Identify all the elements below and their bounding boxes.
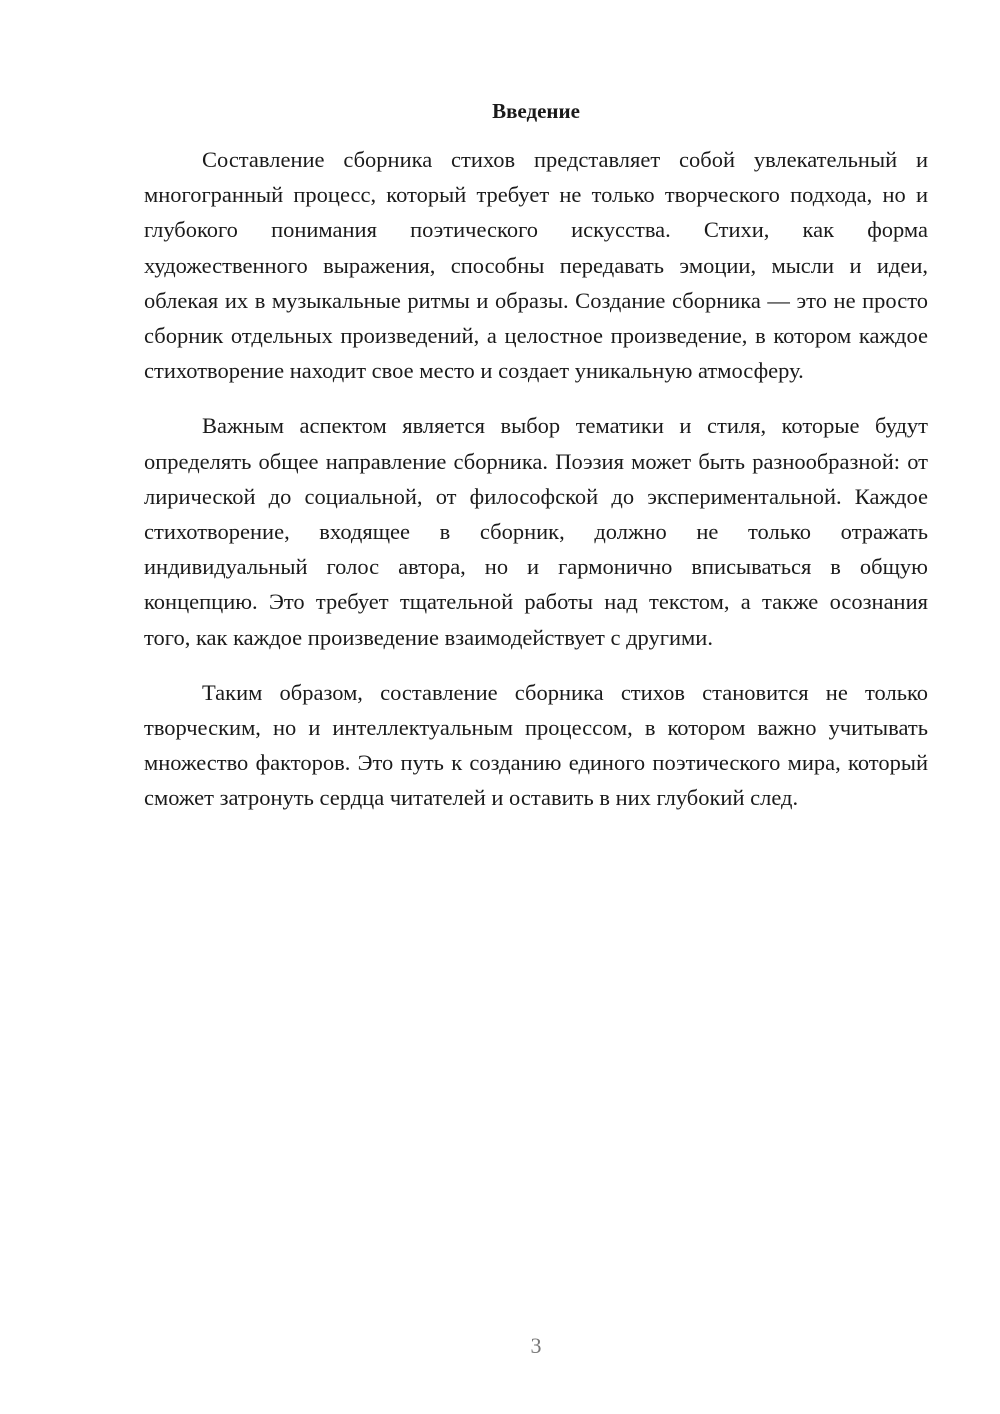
page-number: 3 <box>530 1333 542 1358</box>
body-text <box>144 142 928 836</box>
paragraph-2: Важным аспектом является выбор тематики и стиля, которые будут определять общее направление сборника. Поэзия может быть разнообразной: от лирической до социальной, от философской до экспериментальной. Каждое стихотворение, входящее в сборник, должно не только отражать индивидуальный голос автора, но и гармонично вписываться в общую концепцию. Это требует тщательной работы над текстом, а также осознания того, как каждое произведение взаимодействует с другими. <box>144 413 928 650</box>
paragraph-1: Составление сборника стихов представляет собой увлекательный и многогранный процесс, который требует не только творческого подхода, но и глубокого понимания поэтического искусства. Стихи, как форма художественного выражения, способны передавать эмоции, мысли и идеи, облекая их в музыкальные ритмы и образы. Создание сборника — это не просто сборник отдельных произведений, а целостное произведение, в котором каждое стихотворение находит свое место и создает уникальную атмосферу. <box>144 147 928 384</box>
section-heading: Введение <box>492 99 580 123</box>
paragraph-3: Таким образом, составление сборника стихов становится не только творческим, но и интеллектуальным процессом, в котором важно учитывать множество факторов. Это путь к созданию единого поэтического мира, который сможет затронуть сердца читателей и оставить в них глубокий след. <box>144 679 928 811</box>
